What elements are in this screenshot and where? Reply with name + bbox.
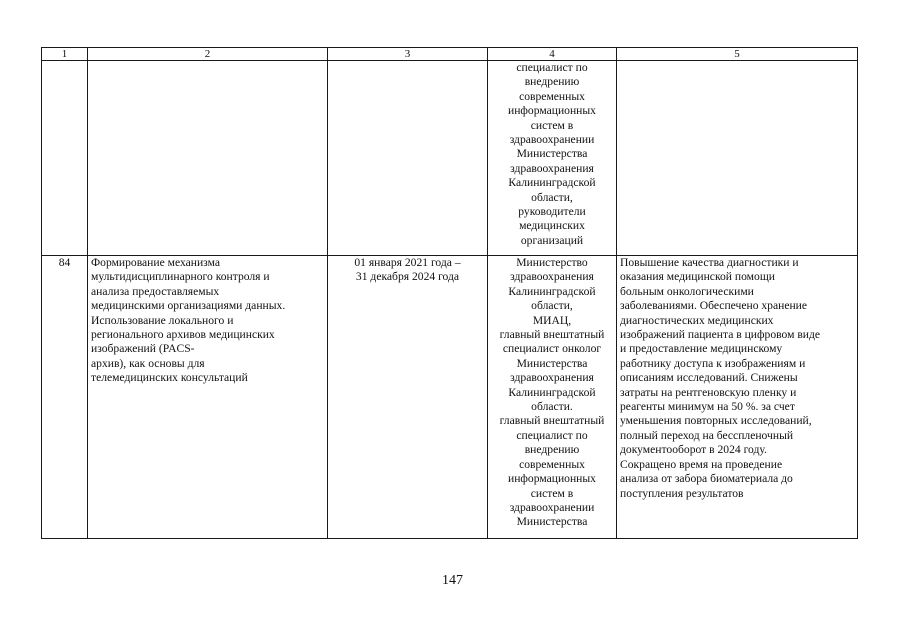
- cell-text-line: диагностических медицинских: [620, 313, 774, 327]
- cell-text-line: руководители: [518, 205, 586, 219]
- cell-activity: [88, 256, 328, 539]
- cell-text-line: здравоохранении: [509, 133, 595, 147]
- cell-text-line: Министерства: [516, 515, 588, 529]
- cell-text-line: информационных: [508, 472, 596, 486]
- cell-text-line: Министерство: [516, 256, 588, 269]
- cell-text-line: поступления результатов: [620, 486, 744, 500]
- cell-text-line: здравоохранения: [510, 270, 594, 284]
- cell-text-line: области,: [531, 190, 573, 204]
- cell-text-line: изображений (PACS-: [91, 342, 195, 356]
- document-table: [41, 47, 858, 539]
- cell-text-line: Сокращено время на проведение: [620, 457, 783, 471]
- cell-text-line: организаций: [520, 233, 584, 247]
- cell-text-line: заболеваниями. Обеспечено хранение: [620, 299, 808, 313]
- cell-text-line: медицинских: [519, 219, 585, 233]
- cell-text-line: современных: [519, 457, 585, 471]
- table-row-continuation: [42, 61, 858, 256]
- table-row-84: [42, 256, 858, 539]
- cell-result: [617, 61, 858, 256]
- cell-text-line: здравоохранения: [510, 371, 594, 385]
- cell-text-line: систем в: [530, 118, 574, 132]
- cell-text-line: регионального архивов медицинских: [91, 328, 275, 342]
- cell-text-line: оказания медицинской помощи: [620, 270, 775, 284]
- cell-text-line: специалист онколог: [502, 342, 602, 356]
- cell-text-line: телемедицинских консультаций: [91, 371, 248, 385]
- cell-text-line: полный переход на бесспленочный: [620, 428, 794, 442]
- column-number-2: 2: [88, 48, 328, 61]
- cell-activity: [88, 61, 328, 256]
- cell-text-line: затраты на рентгеновскую пленку и: [620, 385, 797, 399]
- cell-responsible: [488, 61, 617, 256]
- cell-text-line: работнику доступа к изображениям и: [620, 356, 806, 370]
- cell-text-line: главный внештатный: [499, 414, 605, 428]
- cell-text-line: области,: [531, 299, 573, 313]
- cell-text-line: Министерства: [516, 356, 588, 370]
- cell-text-line: медицинскими организациями данных.: [91, 299, 286, 313]
- column-number-row: [42, 48, 858, 61]
- cell-text-line: архив), как основы для: [91, 356, 205, 370]
- cell-text-line: Министерства: [516, 147, 588, 161]
- cell-text-line: специалист по: [516, 61, 588, 74]
- page-number: 147: [442, 573, 463, 588]
- cell-text-line: реагенты минимум на 50 %. за счет: [620, 400, 795, 414]
- cell-text-line: изображений пациента в цифровом виде: [620, 328, 821, 342]
- column-number-4: 4: [488, 48, 617, 61]
- cell-text-line: Формирование механизма: [91, 256, 220, 269]
- cell-text-line: систем в: [530, 486, 574, 500]
- cell-text-line: Калининградской: [508, 284, 596, 298]
- cell-text-line: анализа от забора биоматериала до: [620, 472, 793, 486]
- cell-text-line: Калининградской: [508, 385, 596, 399]
- cell-text-line: современных: [519, 89, 585, 103]
- cell-number: [42, 61, 88, 256]
- cell-text-line: 31 декабря 2024 года: [355, 270, 460, 284]
- cell-responsible: [488, 256, 617, 539]
- cell-text-line: Повышение качества диагностики и: [620, 256, 799, 269]
- cell-text-line: здравоохранения: [510, 161, 594, 175]
- cell-text-line: информационных: [508, 104, 596, 118]
- cell-text-line: главный внештатный: [499, 328, 605, 342]
- cell-text-line: мультидисциплинарного контроля и: [91, 270, 270, 284]
- cell-text-line: уменьшения повторных исследований,: [620, 414, 812, 428]
- cell-text-line: области.: [531, 400, 573, 414]
- cell-text-line: и предоставление медицинскому: [620, 342, 783, 356]
- cell-period: [328, 61, 488, 256]
- column-number-1: 1: [42, 48, 88, 61]
- cell-text-line: документооборот в 2024 году.: [620, 443, 767, 457]
- cell-number: 84: [42, 256, 88, 539]
- column-number-5: 5: [617, 48, 858, 61]
- cell-text-line: Калининградской: [508, 176, 596, 190]
- column-number-3: 3: [328, 48, 488, 61]
- cell-result: [617, 256, 858, 539]
- cell-text-line: 01 января 2021 года –: [354, 256, 461, 269]
- cell-period: [328, 256, 488, 539]
- cell-text-line: внедрению: [524, 443, 580, 457]
- cell-text-line: специалист по: [516, 428, 588, 442]
- cell-text-line: анализа предоставляемых: [91, 284, 220, 298]
- cell-text-line: больным онкологическими: [620, 284, 754, 298]
- cell-text-line: Использование локального и: [91, 313, 234, 327]
- cell-text-line: МИАЦ,: [532, 313, 572, 327]
- cell-text-line: описаниям исследований. Снижены: [620, 371, 798, 385]
- cell-text-line: здравоохранении: [509, 500, 595, 514]
- cell-text-line: внедрению: [524, 75, 580, 89]
